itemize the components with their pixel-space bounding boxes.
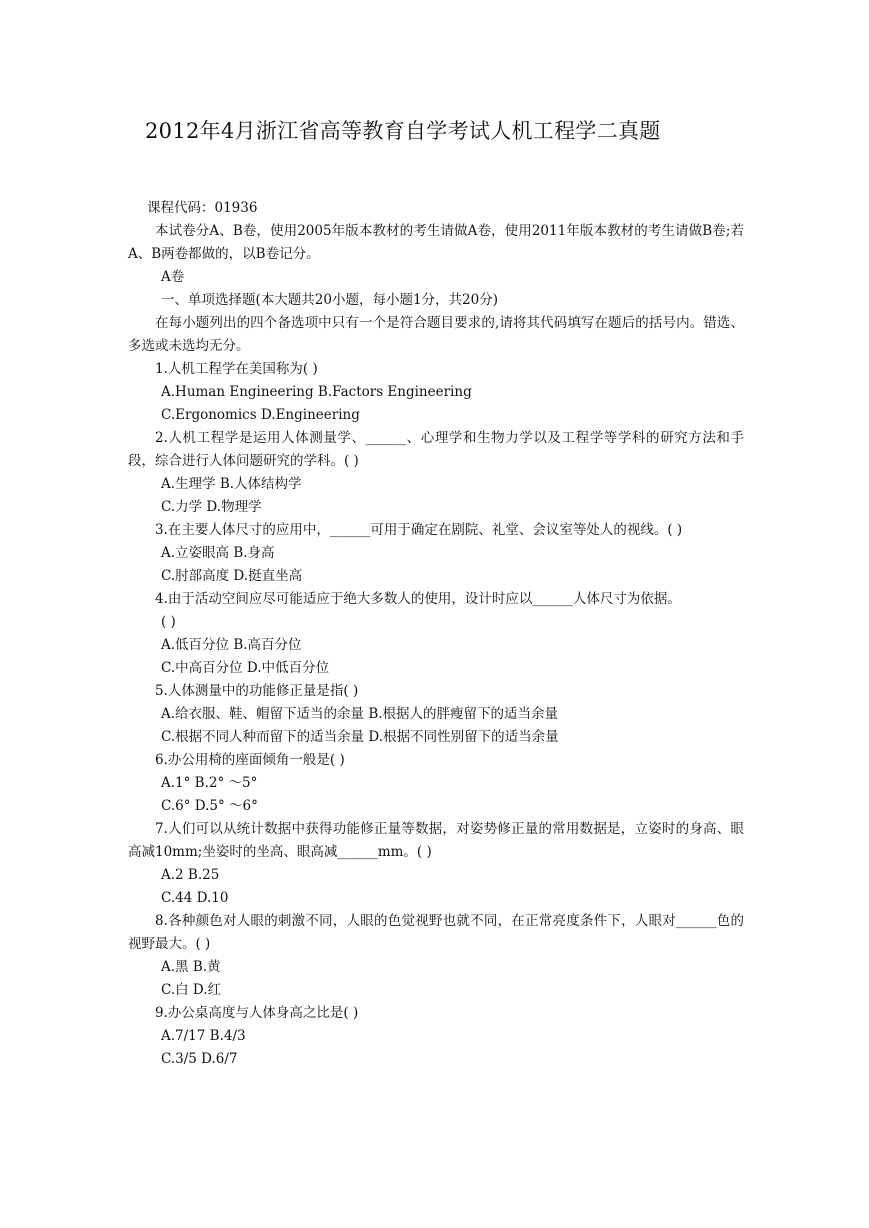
question-option-line: A.黑 B.黄 xyxy=(161,959,221,975)
question-stem: 3.在主要人体尺寸的应用中，______可用于确定在剧院、礼堂、会议室等处人的视线。( ) xyxy=(155,522,683,538)
question-option-line: C.肘部高度 D.挺直坐高 xyxy=(161,568,303,584)
question-answer-brackets: ( ) xyxy=(161,614,176,630)
course-code: 课程代码：01936 xyxy=(147,200,258,216)
question-option-line: C.白 D.红 xyxy=(161,982,222,998)
question-option-line: C.6° D.5° ～6° xyxy=(161,798,258,814)
question-option-line: A.Human Engineering B.Factors Engineering xyxy=(161,384,472,400)
question-option-line: A.低百分位 B.高百分位 xyxy=(161,637,302,653)
question-option-line: C.3/5 D.6/7 xyxy=(161,1051,238,1067)
question-option-line: A.7/17 B.4/3 xyxy=(161,1028,246,1044)
question-option-line: A.立姿眼高 B.身高 xyxy=(161,545,275,561)
document-body xyxy=(128,197,744,1071)
question-stem: 9.办公桌高度与人体身高之比是( ) xyxy=(155,1005,359,1021)
question-stem: 8.各种颜色对人眼的刺激不同，人眼的色觉视野也就不同，在正常亮度条件下，人眼对______色的视野最大。( ) xyxy=(128,913,744,952)
question-stem: 4.由于活动空间应尽可能适应于绝大多数人的使用，设计时应以______人体尺寸为依据。 xyxy=(155,591,681,607)
question-option-line: C.根据不同人种而留下的适当余量 D.根据不同性别留下的适当余量 xyxy=(161,729,559,745)
section-heading: 一、单项选择题(本大题共20小题，每小题1分，共20分) xyxy=(161,292,498,308)
question-option-line: A.2 B.25 xyxy=(161,867,220,883)
question-option-line: C.中高百分位 D.中低百分位 xyxy=(161,660,330,676)
instruction-paragraph: 在每小题列出的四个备选项中只有一个是符合题目要求的,请将其代码填写在题后的括号内。错选、多选或未选均无分。 xyxy=(128,315,744,354)
document-title: 2012年4月浙江省高等教育自学考试人机工程学二真题 xyxy=(145,119,661,143)
question-option-line: A.生理学 B.人体结构学 xyxy=(161,476,302,492)
question-option-line: A.1° B.2° ～5° xyxy=(161,775,258,791)
question-option-line: A.给衣服、鞋、帽留下适当的余量 B.根据人的胖瘦留下的适当余量 xyxy=(161,706,559,722)
question-stem: 2.人机工程学是运用人体测量学、______、心理学和生物力学以及工程学等学科的研究方法和手段，综合进行人体问题研究的学科。( ) xyxy=(128,430,744,469)
question-stem: 1.人机工程学在美国称为( ) xyxy=(155,361,318,377)
question-option-line: C.力学 D.物理学 xyxy=(161,499,262,515)
intro-paragraph: 本试卷分A、B卷，使用2005年版本教材的考生请做A卷，使用2011年版本教材的考生请做B卷;若A、B两卷都做的，以B卷记分。 xyxy=(128,223,744,262)
paper-label: A卷 xyxy=(161,269,185,285)
question-stem: 5.人体测量中的功能修正量是指( ) xyxy=(155,683,359,699)
question-stem: 7.人们可以从统计数据中获得功能修正量等数据，对姿势修正量的常用数据是，立姿时的身高、眼高减10mm;坐姿时的坐高、眼高减______mm。( ) xyxy=(128,821,744,860)
question-stem: 6.办公用椅的座面倾角一般是( ) xyxy=(155,752,345,768)
question-option-line: C.Ergonomics D.Engineering xyxy=(161,407,360,423)
question-option-line: C.44 D.10 xyxy=(161,890,229,906)
